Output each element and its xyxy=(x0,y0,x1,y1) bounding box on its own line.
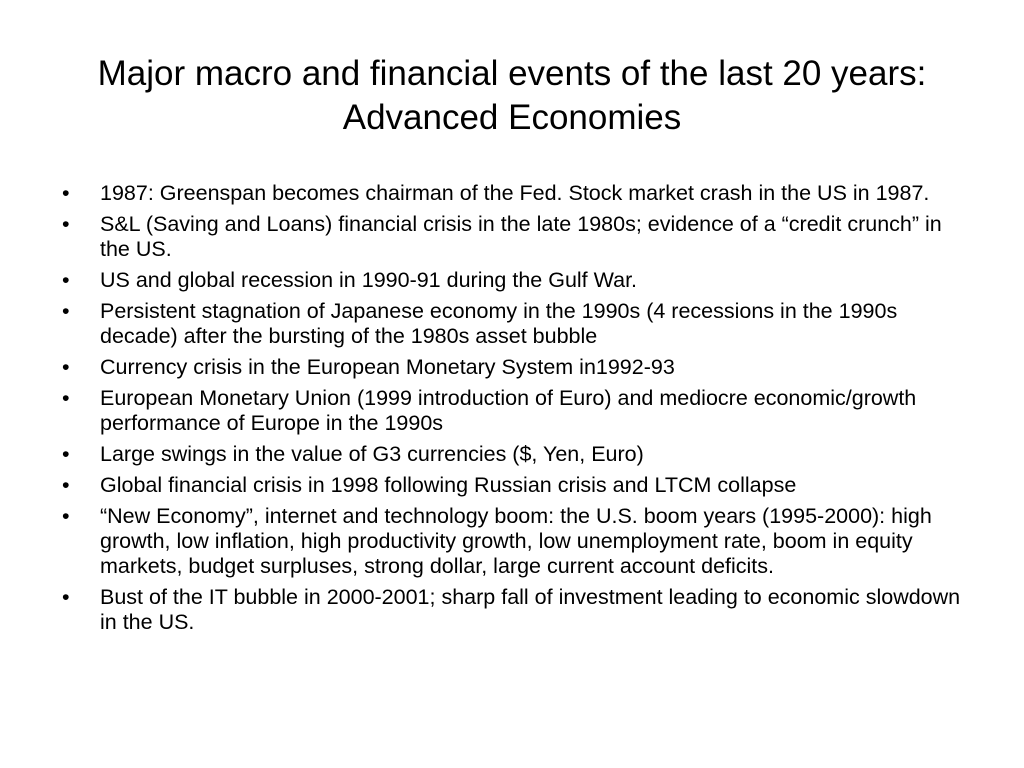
bullet-item xyxy=(62,473,968,498)
bullet-dot: • xyxy=(62,585,70,609)
bullet-text: US and global recession in 1990-91 during the Gulf War. xyxy=(100,268,638,292)
bullet-item xyxy=(62,181,968,206)
bullet-text: European Monetary Union (1999 introduction of Euro) and mediocre economic/growth performance of Europe in the 1990s xyxy=(100,386,917,435)
bullet-dot: • xyxy=(62,268,70,292)
bullet-item xyxy=(62,268,968,293)
bullet-dot: • xyxy=(62,355,70,379)
bullet-dot: • xyxy=(62,504,70,528)
bullet-text: Large swings in the value of G3 currencies ($, Yen, Euro) xyxy=(100,442,644,466)
bullet-text: Bust of the IT bubble in 2000-2001; sharp fall of investment leading to economic slowdown in the US. xyxy=(100,585,961,634)
bullet-dot: • xyxy=(62,473,70,497)
bullet-text: Global financial crisis in 1998 following Russian crisis and LTCM collapse xyxy=(100,473,797,497)
bullet-dot: • xyxy=(62,442,70,466)
bullet-item xyxy=(62,504,968,579)
bullet-text: Currency crisis in the European Monetary System in1992-93 xyxy=(100,355,675,379)
bullet-dot: • xyxy=(62,386,70,410)
bullet-item xyxy=(62,212,968,262)
bullet-list xyxy=(62,181,968,641)
bullet-item xyxy=(62,299,968,349)
bullet-dot: • xyxy=(62,212,70,236)
bullet-dot: • xyxy=(62,181,70,205)
slide-title: Major macro and financial events of the last 20 years: Advanced Economies xyxy=(97,54,927,137)
bullet-item xyxy=(62,386,968,436)
bullet-text: Persistent stagnation of Japanese economy in the 1990s (4 recessions in the 1990s decade) after the bursting of the 1980s asset bubble xyxy=(100,299,898,348)
bullet-dot: • xyxy=(62,299,70,323)
bullet-text: S&L (Saving and Loans) financial crisis in the late 1980s; evidence of a “credit crunch” in the US. xyxy=(100,212,942,261)
bullet-item xyxy=(62,442,968,467)
bullet-text: 1987: Greenspan becomes chairman of the Fed. Stock market crash in the US in 1987. xyxy=(100,181,930,205)
bullet-item xyxy=(62,585,968,635)
bullet-text: “New Economy”, internet and technology boom: the U.S. boom years (1995-2000): high growth, low inflation, high productivity growth, low unemployment rate, boom in equity markets, budget surpluses, strong dollar, large current account deficits. xyxy=(100,504,932,578)
bullet-item xyxy=(62,355,968,380)
